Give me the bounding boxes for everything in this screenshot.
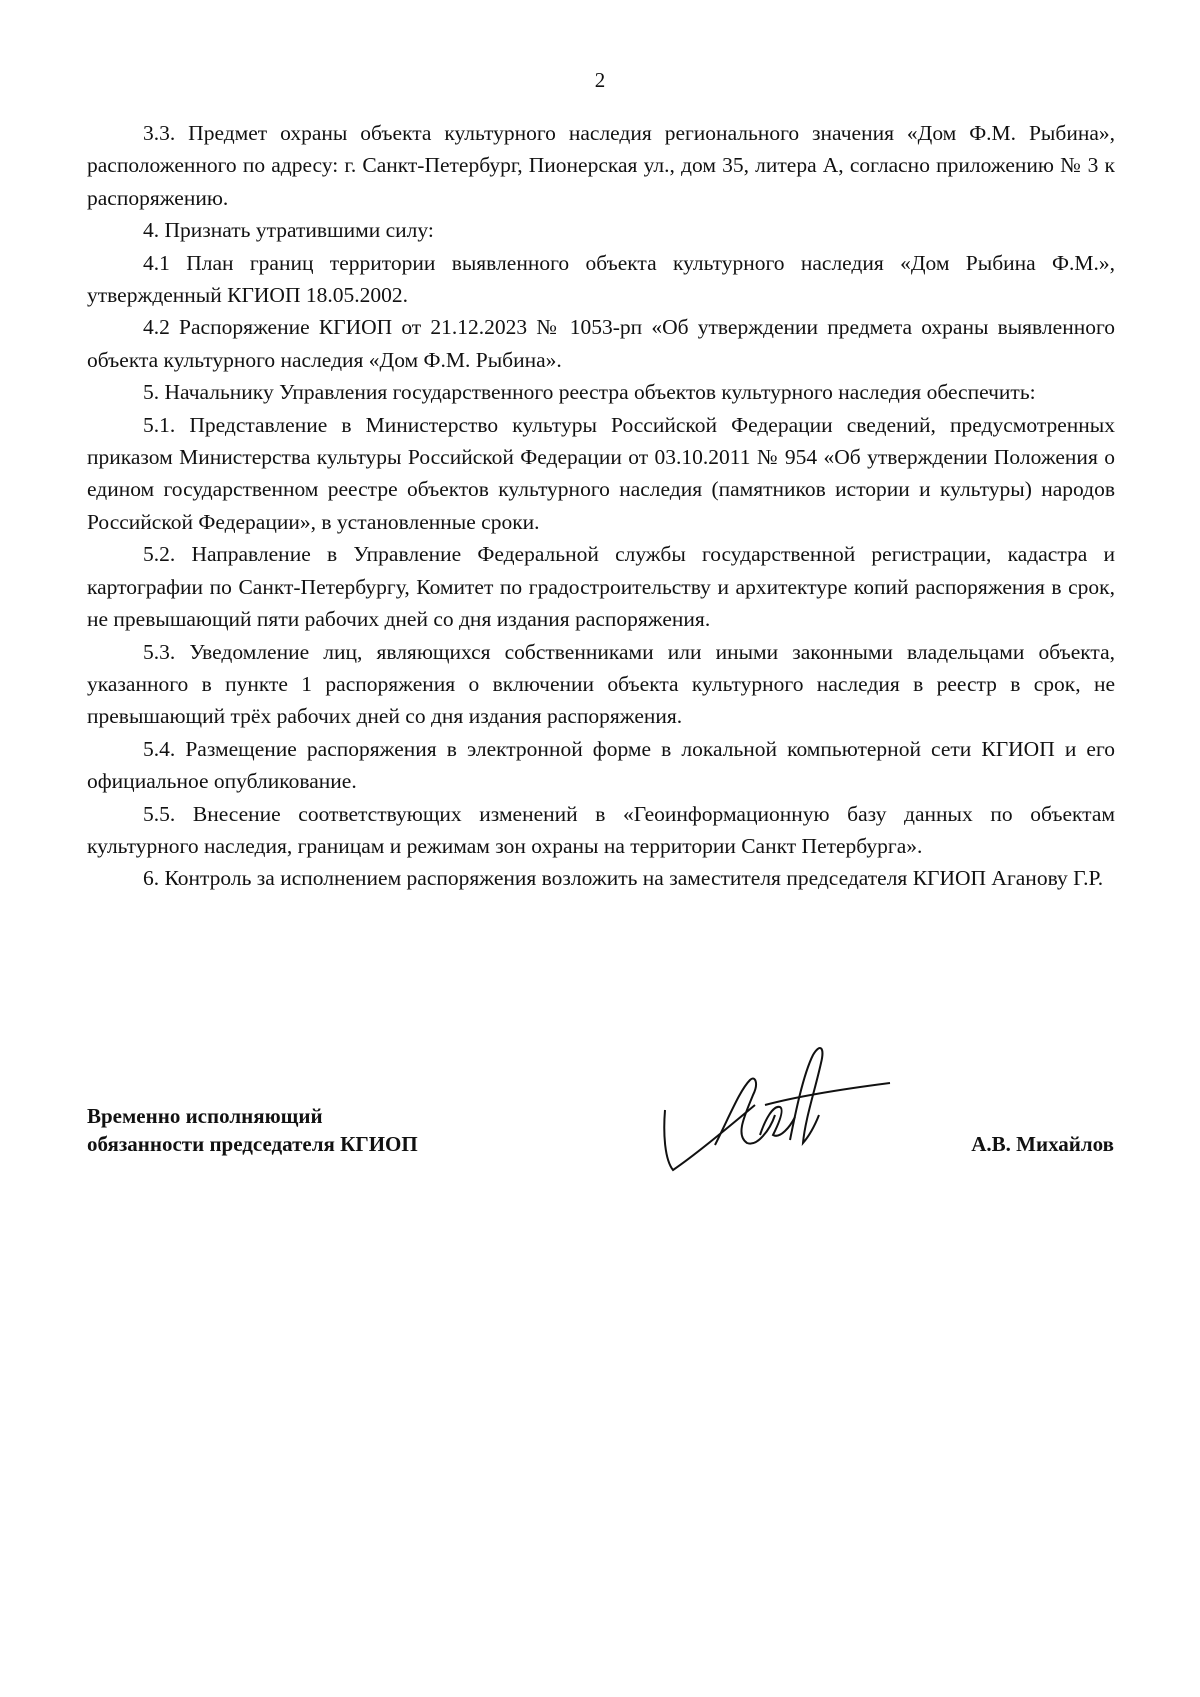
signatory-title-line1: Временно исполняющий bbox=[87, 1104, 323, 1128]
paragraph-4-1: 4.1 План границ территории выявленного объекта культурного наследия «Дом Рыбина Ф.М.», утвержденный КГИОП 18.05.2002. bbox=[87, 250, 1115, 308]
paragraph-4-2: 4.2 Распоряжение КГИОП от 21.12.2023 № 1053-рп «Об утверждении предмета охраны выявленного объекта культурного наследия «Дом Ф.М. Рыбина». bbox=[87, 315, 1115, 372]
page-number: 2 bbox=[594, 68, 606, 92]
paragraph-5-2: 5.2. Направление в Управление Федеральной службы государственной регистрации, кадастра и картографии по Санкт-Петербургу, Комитет по градостроительству и архитектуре копий распоряжения в срок, не превышающий пяти рабочих дней со дня издания распоряжения. bbox=[87, 542, 1115, 632]
paragraph-3-3: 3.3. Предмет охраны объекта культурного наследия регионального значения «Дом Ф.М. Рыбина», расположенного по адресу: г. Санкт-Петербург, Пионерская ул., дом 35, литера А, согласно приложению № 3 к распоряжению. bbox=[87, 121, 1115, 210]
paragraph-4: 4. Признать утратившими силу: bbox=[143, 218, 434, 243]
signatory-title bbox=[87, 1102, 418, 1158]
paragraph-5-1: 5.1. Представление в Министерство культуры Российской Федерации сведений, предусмотренных приказом Министерства культуры Российской Федерации от 03.10.2011 № 954 «Об утверждении Положения о едином государственном реестре объектов культурного наследия (памятников истории и культуры) народов Российской Федерации», в установленные сроки. bbox=[87, 412, 1115, 534]
paragraph-5-3: 5.3. Уведомление лиц, являющихся собственниками или иными законными владельцами объекта, указанного в пункте 1 распоряжения о включении объекта культурного наследия в реестр в срок, не превышающий трёх рабочих дней со дня издания распоряжения. bbox=[87, 639, 1115, 729]
document-body bbox=[87, 117, 1115, 895]
signatory-title-line2: обязанности председателя КГИОП bbox=[87, 1132, 418, 1156]
paragraph-5: 5. Начальнику Управления государственного реестра объектов культурного наследия обеспечить: bbox=[143, 380, 1036, 405]
signatory-name: А.В. Михайлов bbox=[971, 1132, 1114, 1156]
paragraph-5-4: 5.4. Размещение распоряжения в электронной форме в локальной компьютерной сети КГИОП и его официальное опубликование. bbox=[87, 736, 1115, 794]
handwritten-signature bbox=[655, 1035, 895, 1175]
paragraph-6: 6. Контроль за исполнением распоряжения возложить на заместителя председателя КГИОП Аганову Г.Р. bbox=[143, 866, 1104, 891]
paragraph-5-5: 5.5. Внесение соответствующих изменений в «Геоинформационную базу данных по объектам культурного наследия, границам и режимам зон охраны на территории Санкт Петербурга». bbox=[87, 801, 1115, 858]
